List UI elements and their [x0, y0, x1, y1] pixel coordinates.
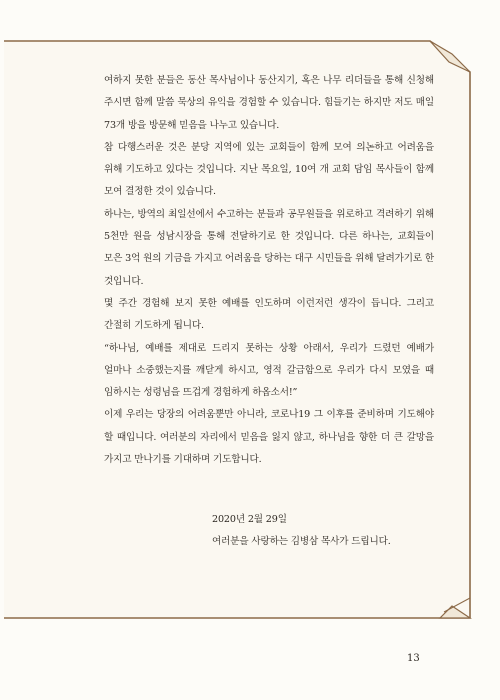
paragraph: 몇 주간 경험해 보지 못한 예배를 인도하며 이런저런 생각이 듭니다. 그리고 간절히 기도하게 됩니다. [104, 297, 434, 332]
paragraph: 참 다행스러운 것은 분당 지역에 있는 교회들이 함께 모여 의논하고 어려움을 위해 기도하고 있다는 것입니다. 지난 목요일, 10여 개 교회 담임 목사들이 함께 모여 결정한 것이 있습니다. [104, 141, 434, 198]
paragraph: “하나님, 예배를 제대로 드리지 못하는 상황 아래서, 우리가 드렸던 예배가 얼마나 소중했는지를 깨닫게 하시고, 영적 갈급함으로 우리가 다시 모였을 때 임하시는 성령님을 뜨겁게 경험하게 하옵소서!” [104, 342, 434, 399]
letter-body [104, 70, 434, 471]
paragraph: 하나는, 방역의 최일선에서 수고하는 분들과 공무원들을 위로하고 격려하기 위해 5천만 원을 성남시장을 통해 전달하기로 한 것입니다. 다른 하나는, 교회들이 모은 3억 원의 기금을 가지고 어려움을 당하는 대구 시민들을 위해 달려가기로 한 것입니다. [104, 208, 434, 287]
paragraph: 여하지 못한 분들은 동산 목사님이나 동산지기, 혹은 나무 리더들을 통해 신청해 주시면 함께 말씀 묵상의 유익을 경험할 수 있습니다. 힘들기는 하지만 저도 매일 73개 방을 방문해 믿음을 나누고 있습니다. [104, 75, 434, 131]
signature-date: 2020년 2월 29일 [212, 514, 287, 525]
signature-name: 여러분을 사랑하는 김병삼 목사가 드립니다. [212, 536, 391, 548]
paragraph: 이제 우리는 당장의 어려움뿐만 아니라, 코로나19 그 이후를 준비하며 기도해야 할 때입니다. 여러분의 자리에서 믿음을 잃지 않고, 하나님을 향한 더 큰 갈망을 가지고 만나기를 기대하며 기도합니다. [104, 409, 434, 466]
letter-signature [212, 509, 391, 554]
page-number: 13 [407, 653, 420, 664]
